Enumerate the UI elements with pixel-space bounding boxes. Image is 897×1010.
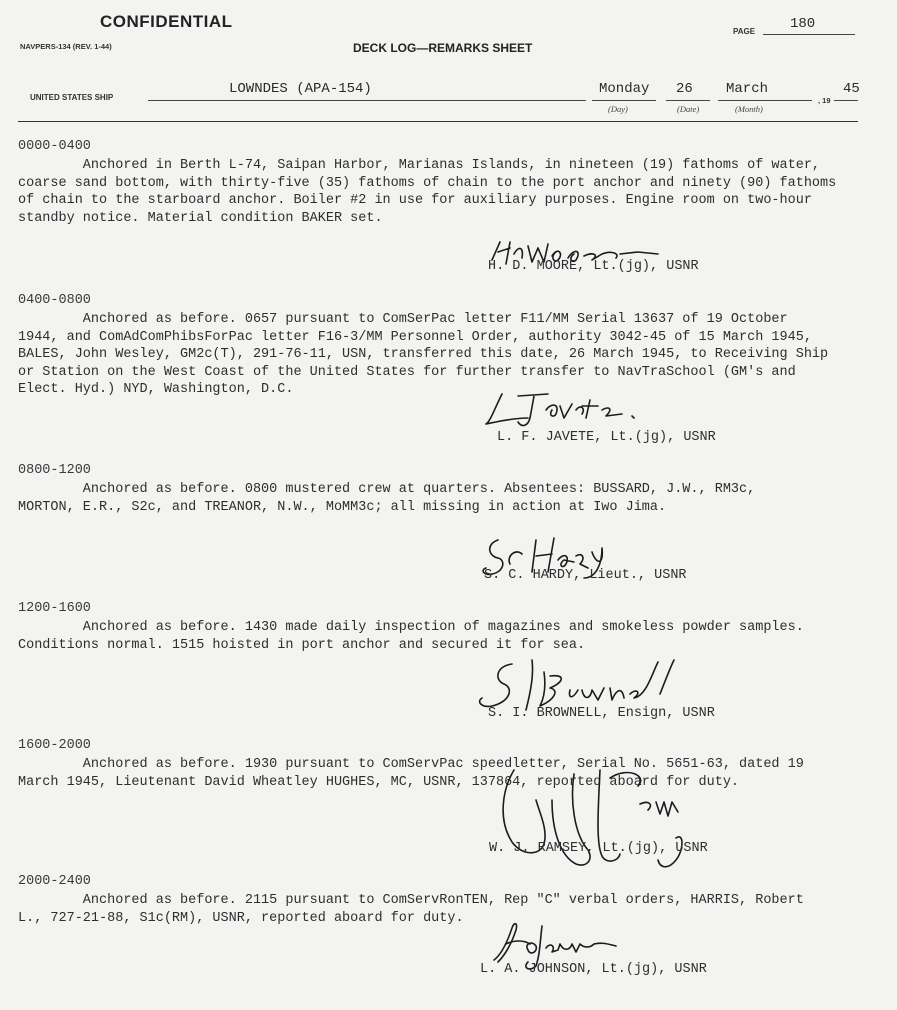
signer-name: L. A. JOHNSON, Lt.(jg), USNR bbox=[480, 962, 707, 977]
date-caption: (Date) bbox=[677, 104, 700, 114]
watch-remarks: Anchored as before. 1930 pursuant to ComServPac speedletter, Serial No. 5651-63, dated 19 March 1945, Lieutenant David Wheatley HUGHES, MC, USNR, 137864, reported aboard for duty. bbox=[18, 757, 804, 790]
date-value: 26 bbox=[676, 81, 693, 97]
day-value: Monday bbox=[599, 81, 650, 97]
page-number-line bbox=[763, 34, 855, 35]
signature-ramsey bbox=[478, 760, 690, 884]
ship-line bbox=[148, 100, 586, 101]
watch-time: 0800-1200 bbox=[18, 463, 91, 478]
watch-remarks: Anchored as before. 1430 made daily inspection of magazines and smokeless powder samples. Conditions normal. 1515 hoisted in port anchor and secured it for sea. bbox=[18, 620, 804, 653]
year-value: 45 bbox=[843, 81, 860, 97]
signer-name: S. C. HARDY, Lieut., USNR bbox=[484, 568, 687, 583]
signature-javete bbox=[482, 388, 662, 430]
watch-time: 0400-0800 bbox=[18, 293, 91, 308]
ship-name: LOWNDES (APA-154) bbox=[229, 81, 372, 97]
watch-time: 1200-1600 bbox=[18, 601, 91, 616]
date-line bbox=[666, 100, 710, 101]
day-caption: (Day) bbox=[608, 104, 628, 114]
year-line bbox=[834, 100, 858, 101]
signer-name: W. J. RAMSEY, Lt.(jg), USNR bbox=[489, 841, 708, 856]
ship-label: UNITED STATES SHIP bbox=[30, 93, 114, 102]
header-rule bbox=[18, 121, 858, 122]
month-caption: (Month) bbox=[735, 104, 763, 114]
year-prefix: , 19 bbox=[818, 96, 831, 105]
month-value: March bbox=[726, 81, 769, 97]
page-number: 180 bbox=[790, 16, 816, 32]
signer-name: S. I. BROWNELL, Ensign, USNR bbox=[488, 706, 715, 721]
watch-remarks: Anchored as before. 2115 pursuant to ComServRonTEN, Rep "C" verbal orders, HARRIS, Robert L., 727-21-88, S1c(RM), USNR, reported aboard for duty. bbox=[18, 893, 804, 926]
classification-stamp: CONFIDENTIAL bbox=[100, 12, 233, 31]
watch-remarks: Anchored as before. 0800 mustered crew at quarters. Absentees: BUSSARD, J.W., RM3c, MORTON, E.R., S2c, and TREANOR, N.W., MoMM3c; all missing in action at Iwo Jima. bbox=[18, 482, 756, 515]
month-line bbox=[718, 100, 812, 101]
page-label: PAGE bbox=[733, 27, 756, 36]
watch-remarks: Anchored in Berth L-74, Saipan Harbor, Marianas Islands, in nineteen (19) fathoms of water, coarse sand bottom, with thirty-five (35) fathoms of chain to the port anchor and ninety (90) fathoms of chain to the starboard anchor. Boiler #2 in use for auxiliary purposes. Engine room on two-hour standby notice. Material condition BAKER set. bbox=[18, 158, 837, 226]
watch-time: 2000-2400 bbox=[18, 874, 91, 889]
form-number: NAVPERS-134 (REV. 1-44) bbox=[20, 42, 112, 51]
watch-remarks: Anchored as before. 0657 pursuant to ComSerPac letter F11/MM Serial 13637 of 19 October 1944, and ComAdComPhibsForPac letter F16-3/MM Personnel Order, authority 3042-45 of 15 March 1945, BALES, John Wesley, GM2c(T), 291-76-11, USN, transferred this date, 26 March 1945, to Receiving Ship or Station on the West Coast of the United States for further transfer to NavTraSchool (GM's and Elect. Hyd.) NYD, Washington, D.C. bbox=[18, 312, 829, 397]
signer-name: L. F. JAVETE, Lt.(jg), USNR bbox=[497, 430, 716, 445]
day-line bbox=[592, 100, 656, 101]
watch-time: 1600-2000 bbox=[18, 738, 91, 753]
sheet-title: DECK LOG—REMARKS SHEET bbox=[353, 41, 533, 55]
signer-name: H. D. MOORE, Lt.(jg), USNR bbox=[488, 259, 699, 274]
signature-brownell bbox=[474, 654, 684, 712]
watch-time: 0000-0400 bbox=[18, 139, 91, 154]
